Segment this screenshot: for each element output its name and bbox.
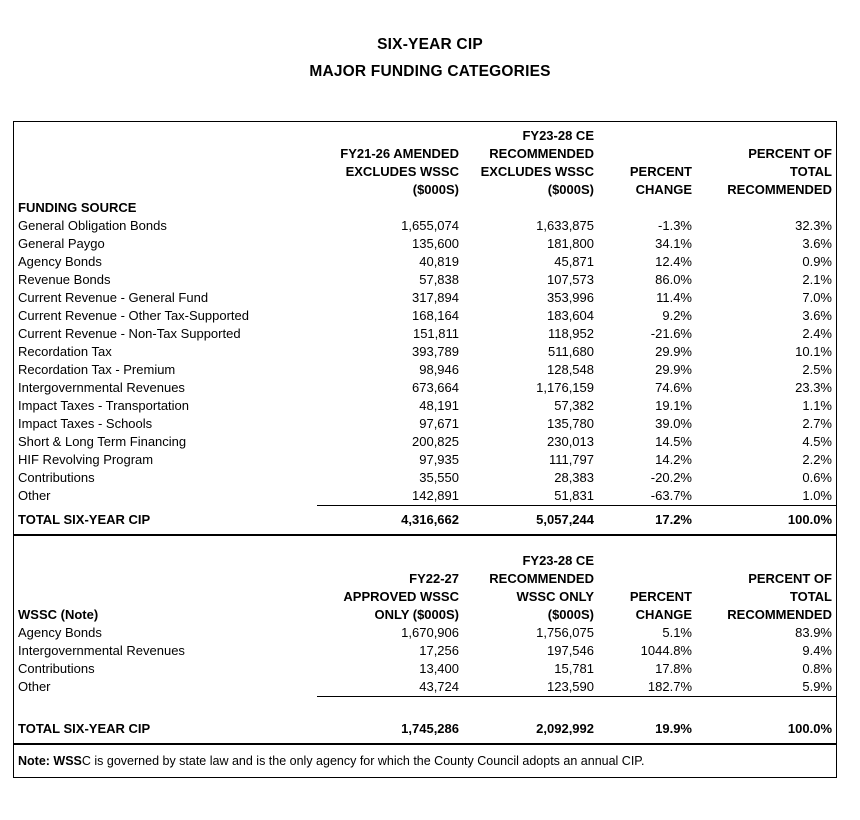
cell-percent-of-total: 2.1%: [802, 272, 832, 287]
table-row: [14, 487, 836, 506]
row-label: Intergovernmental Revenues: [18, 380, 185, 395]
cell-recommended-amount: 230,013: [547, 434, 594, 449]
cell-percent-of-total: 4.5%: [802, 434, 832, 449]
cell-percent-change: -63.7%: [598, 487, 696, 506]
row-label: Current Revenue - Non-Tax Supported: [18, 326, 241, 341]
table-row: [14, 217, 836, 235]
row-label: Recordation Tax: [18, 344, 112, 359]
cell-percent-change: 1044.8%: [640, 643, 692, 658]
column-header-fy21-26-amended: FY21-26 AMENDED EXCLUDES WSSC ($000S): [340, 146, 459, 197]
cell-amended-amount: 200,825: [412, 434, 459, 449]
cell-amended-amount: 673,664: [412, 380, 459, 395]
table-row: [14, 343, 836, 361]
cell-percent-of-total: 7.0%: [802, 290, 832, 305]
cell-amended-amount: 1,655,074: [401, 218, 459, 233]
wssc-table: [14, 552, 836, 745]
cell-percent-change: 74.6%: [655, 380, 692, 395]
row-label: Impact Taxes - Transportation: [18, 398, 190, 413]
total-percent-change: 17.2%: [598, 506, 696, 536]
cell-percent-of-total: 1.1%: [802, 398, 832, 413]
row-label: Current Revenue - Other Tax-Supported: [18, 308, 249, 323]
cell-recommended-amount: 183,604: [547, 308, 594, 323]
cell-amended-amount: 142,891: [317, 487, 463, 506]
row-label: Contributions: [18, 470, 95, 485]
cell-recommended-amount: 57,382: [554, 398, 594, 413]
cell-percent-of-total: 0.6%: [802, 470, 832, 485]
total-percent-of-total: 100.0%: [696, 715, 836, 744]
table-row: [14, 289, 836, 307]
cell-recommended-amount: 1,633,875: [536, 218, 594, 233]
cell-recommended-amount: 1,176,159: [536, 380, 594, 395]
cell-amended-amount: 393,789: [412, 344, 459, 359]
cell-percent-change: -21.6%: [650, 326, 692, 341]
funding-source-header-row: [14, 127, 836, 199]
row-group-header: WSSC (Note): [18, 607, 99, 622]
cell-percent-change: 182.7%: [598, 678, 696, 697]
table-row: [14, 271, 836, 289]
cell-amended-amount: 98,946: [419, 362, 459, 377]
table-row: [14, 307, 836, 325]
column-header-percent-change: PERCENT CHANGE: [629, 164, 692, 197]
cell-percent-of-total: 0.9%: [802, 254, 832, 269]
table-row: [14, 433, 836, 451]
table-row: [14, 253, 836, 271]
row-label: Impact Taxes - Schools: [18, 416, 153, 431]
cell-recommended-amount: 111,797: [548, 452, 594, 467]
cell-recommended-amount: 28,383: [554, 470, 594, 485]
cell-amended-amount: 35,550: [419, 470, 459, 485]
column-header-fy22-27-approved: FY22-27 APPROVED WSSC ONLY ($000S): [343, 571, 459, 622]
report-box: [13, 121, 837, 778]
cell-percent-change: 14.5%: [655, 434, 692, 449]
total-percent-of-total: 100.0%: [696, 506, 836, 536]
row-label: HIF Revolving Program: [18, 452, 154, 467]
total-row: [14, 715, 836, 744]
row-label: Revenue Bonds: [18, 272, 111, 287]
cell-percent-of-total: 2.7%: [802, 416, 832, 431]
total-amended-amount: 4,316,662: [317, 506, 463, 536]
cell-percent-change: 17.8%: [655, 661, 692, 676]
column-header-percent-change: PERCENT CHANGE: [629, 589, 692, 622]
page-title-line2: MAJOR FUNDING CATEGORIES: [309, 63, 551, 80]
cell-recommended-amount: 135,780: [547, 416, 594, 431]
row-label: Intergovernmental Revenues: [18, 643, 185, 658]
total-row: [14, 506, 836, 536]
cell-percent-change: 14.2%: [655, 452, 692, 467]
row-label: Other: [18, 488, 51, 504]
cell-recommended-amount: 128,548: [547, 362, 594, 377]
cell-percent-change: 34.1%: [655, 236, 692, 251]
footnote: [14, 745, 836, 777]
table-row: [14, 624, 836, 642]
cell-percent-of-total: 3.6%: [802, 236, 832, 251]
row-label: Short & Long Term Financing: [18, 434, 187, 449]
cell-percent-change: -1.3%: [658, 218, 692, 233]
table-row: [14, 678, 836, 697]
row-label: Contributions: [18, 661, 95, 676]
cell-recommended-amount: 511,680: [547, 344, 594, 359]
cell-percent-of-total: 1.0%: [696, 487, 836, 506]
cell-recommended-amount: 353,996: [547, 290, 594, 305]
table-row: [14, 451, 836, 469]
total-recommended-amount: 2,092,992: [463, 715, 598, 744]
cell-amended-amount: 48,191: [419, 398, 459, 413]
cell-recommended-amount: 1,756,075: [536, 625, 594, 640]
cell-percent-change: 86.0%: [655, 272, 692, 287]
blank-row: [14, 697, 836, 716]
table-row: [14, 235, 836, 253]
cell-approved-amount: 17,256: [419, 643, 459, 658]
cell-percent-of-total: 10.1%: [795, 344, 832, 359]
cell-percent-of-total: 5.9%: [696, 678, 836, 697]
cell-percent-of-total: 23.3%: [795, 380, 832, 395]
table-row: [14, 325, 836, 343]
cell-recommended-amount: 15,781: [554, 661, 594, 676]
page-title-line1: SIX-YEAR CIP: [377, 36, 483, 53]
funding-source-table: [14, 127, 836, 536]
cell-recommended-amount: 181,800: [547, 236, 594, 251]
cell-approved-amount: 1,670,906: [401, 625, 459, 640]
cell-recommended-amount: 118,952: [547, 326, 594, 341]
section-spacer: [14, 536, 836, 552]
page-title: [0, 0, 860, 85]
row-label: Other: [18, 679, 51, 695]
cell-percent-of-total: 2.4%: [802, 326, 832, 341]
cell-amended-amount: 97,671: [419, 416, 459, 431]
cell-approved-amount: 13,400: [419, 661, 459, 676]
cell-amended-amount: 57,838: [419, 272, 459, 287]
column-header-fy23-28-wssc-recommended: FY23-28 CE RECOMMENDED WSSC ONLY ($000S): [489, 553, 594, 622]
wssc-header-row: [14, 552, 836, 624]
cell-percent-change: 29.9%: [655, 344, 692, 359]
cell-recommended-amount: 197,546: [547, 643, 594, 658]
cell-percent-change: 5.1%: [662, 625, 692, 640]
row-label: General Obligation Bonds: [18, 218, 167, 233]
cell-percent-of-total: 2.5%: [802, 362, 832, 377]
cell-percent-change: 39.0%: [655, 416, 692, 431]
cell-amended-amount: 151,811: [412, 326, 459, 341]
total-label: TOTAL SIX-YEAR CIP: [14, 506, 317, 536]
table-row: [14, 397, 836, 415]
cell-recommended-amount: 51,831: [463, 487, 598, 506]
cell-percent-of-total: 9.4%: [802, 643, 832, 658]
cell-percent-of-total: 32.3%: [795, 218, 832, 233]
header-spacer: [14, 127, 317, 199]
cell-percent-of-total: 83.9%: [795, 625, 832, 640]
column-header-fy23-28-recommended: FY23-28 CE RECOMMENDED EXCLUDES WSSC ($000S): [480, 128, 594, 197]
cell-amended-amount: 168,164: [412, 308, 459, 323]
total-approved-amount: 1,745,286: [317, 715, 463, 744]
funding-source-label-row: [14, 199, 836, 217]
cell-percent-change: 11.4%: [656, 290, 692, 305]
cell-percent-change: -20.2%: [650, 470, 692, 485]
row-label: Recordation Tax - Premium: [18, 362, 176, 377]
cell-amended-amount: 317,894: [412, 290, 459, 305]
table-row: [14, 415, 836, 433]
total-percent-change: 19.9%: [598, 715, 696, 744]
column-header-percent-of-total: PERCENT OF TOTAL RECOMMENDED: [727, 571, 832, 622]
table-row: [14, 642, 836, 660]
table-row: [14, 361, 836, 379]
cell-recommended-amount: 45,871: [554, 254, 594, 269]
row-label: Agency Bonds: [18, 625, 102, 640]
cell-amended-amount: 97,935: [419, 452, 459, 467]
cell-percent-of-total: 3.6%: [802, 308, 832, 323]
cell-percent-of-total: 0.8%: [802, 661, 832, 676]
footnote-text: C is governed by state law and is the only agency for which the County Council adopts an annual CIP.: [81, 754, 645, 768]
table-row: [14, 379, 836, 397]
cell-percent-change: 29.9%: [655, 362, 692, 377]
cell-percent-change: 12.4%: [655, 254, 692, 269]
funding-source-rows: [14, 217, 836, 506]
wssc-rows: [14, 624, 836, 697]
cell-amended-amount: 40,819: [419, 254, 459, 269]
table-row: [14, 660, 836, 678]
cell-amended-amount: 135,600: [412, 236, 459, 251]
table-row: [14, 469, 836, 487]
cell-percent-change: 9.2%: [662, 308, 692, 323]
row-label: General Paygo: [18, 236, 105, 251]
column-header-percent-of-total: PERCENT OF TOTAL RECOMMENDED: [727, 146, 832, 197]
total-recommended-amount: 5,057,244: [463, 506, 598, 536]
row-group-header: FUNDING SOURCE: [18, 200, 137, 215]
cell-approved-amount: 43,724: [317, 678, 463, 697]
cell-recommended-amount: 107,573: [547, 272, 594, 287]
cell-recommended-amount: 123,590: [463, 678, 598, 697]
total-label: TOTAL SIX-YEAR CIP: [14, 715, 317, 744]
row-label: Agency Bonds: [18, 254, 102, 269]
footnote-bold-text: Note: WSS: [18, 754, 82, 768]
cell-percent-change: 19.1%: [655, 398, 692, 413]
cell-percent-of-total: 2.2%: [802, 452, 832, 467]
row-label: Current Revenue - General Fund: [18, 290, 209, 305]
